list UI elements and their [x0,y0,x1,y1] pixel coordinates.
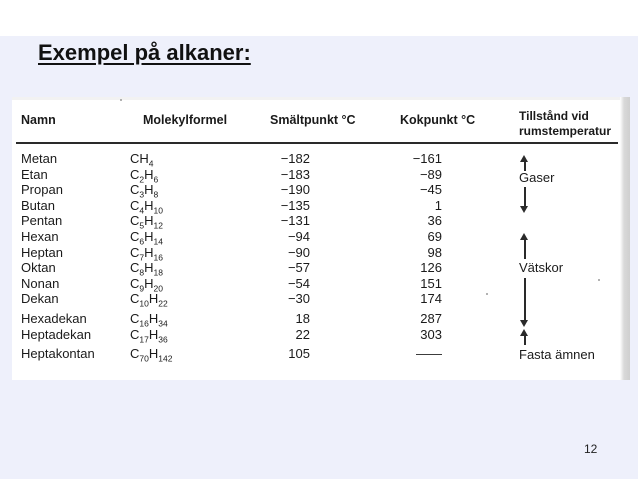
cell-name: Heptadekan [21,326,92,342]
arrow-down-head-icon [520,320,528,327]
scan-speck [120,99,122,101]
state-label-liquid: Vätskor [519,260,564,275]
cell-melting-point: −90 [287,244,310,260]
cell-melting-point: −57 [287,260,310,276]
formula-carbon: CH [130,151,149,166]
formula-carbon-count: 2 [139,174,145,185]
cell-boiling-point: −161 [412,151,442,166]
page-number: 12 [584,442,598,456]
formula-carbon: C [130,182,140,198]
formula-carbon-count: 4 [139,205,145,216]
cell-melting-point: −135 [280,197,310,213]
formula-carbon-count: 10 [139,298,149,309]
formula-hydrogen-count: 22 [158,298,168,309]
liquid-arrow-top-line [524,239,526,259]
solid-arrow-line [524,335,526,345]
header-melting-point: Smältpunkt °C [270,113,356,127]
liquid-arrow-bottom-line [524,278,526,320]
state-label-gas: Gaser [519,170,555,185]
header-state-line1: Tillstånd vid [519,109,589,123]
cell-boiling-point: 174 [420,291,442,307]
formula-hydrogen-count: 34 [158,318,168,329]
cell-name: Dekan [21,291,59,307]
formula-carbon-count: 7 [139,252,145,263]
gas-arrow-bottom-line [524,187,526,206]
formula-hydrogen-count: 6 [153,174,159,185]
header-boiling-point: Kokpunkt °C [400,113,476,127]
formula-carbon: C [130,310,140,326]
formula-hydrogen: H [148,310,159,326]
formula-carbon: C [130,275,140,291]
cell-name: Hexadekan [21,310,87,326]
formula-carbon-count: 5 [139,220,145,231]
scan-top-edge [12,97,630,100]
formula-hydrogen-count: 8 [153,189,159,200]
cell-melting-point: −182 [280,151,310,166]
formula-hydrogen: H [148,346,159,362]
cell-name: Oktan [21,260,56,276]
formula-hydrogen-count: 142 [158,353,173,364]
cell-boiling-point: —— [416,346,442,362]
scanned-table [12,97,630,380]
formula-hydrogen: H [144,244,154,260]
formula-hydrogen-count: 4 [148,158,154,169]
state-label-solid: Fasta ämnen [519,347,595,362]
formula-carbon: C [130,166,140,182]
cell-boiling-point: 36 [427,213,442,229]
formula-carbon: C [130,213,140,229]
formula-carbon: C [130,228,140,244]
cell-boiling-point: 287 [420,310,442,326]
cell-boiling-point: −45 [419,182,442,198]
header-divider [16,142,618,144]
cell-boiling-point: 98 [427,244,442,260]
cell-melting-point: −54 [287,275,310,291]
table-row [12,276,612,292]
formula-carbon: C [130,260,140,276]
table-row [12,291,612,307]
formula-carbon-count: 8 [139,267,145,278]
formula-carbon-count: 9 [139,283,145,294]
cell-melting-point: −94 [287,228,310,244]
cell-boiling-point: 151 [420,275,442,291]
cell-formula [130,346,172,367]
cell-name: Propan [21,182,63,198]
table-row [12,245,612,261]
formula-carbon-count: 3 [139,189,145,200]
formula-hydrogen: H [144,197,154,213]
formula-carbon-count: 6 [139,236,145,247]
formula-hydrogen: H [144,182,154,198]
cell-melting-point: −30 [287,291,310,307]
cell-boiling-point: 126 [420,260,442,276]
header-formula: Molekylformel [143,113,228,127]
cell-melting-point: 105 [288,346,310,362]
formula-hydrogen-count: 10 [153,205,163,216]
cell-boiling-point: 303 [420,326,442,342]
formula-hydrogen: H [144,213,154,229]
arrow-down-head-icon [520,206,528,213]
formula-hydrogen-count: 18 [153,267,163,278]
cell-melting-point: 18 [295,310,310,326]
formula-hydrogen: H [148,291,159,307]
cell-formula [130,327,168,348]
header-name: Namn [21,113,56,127]
cell-melting-point: −131 [280,213,310,229]
cell-name: Pentan [21,213,63,229]
formula-hydrogen: H [144,275,154,291]
cell-boiling-point: 1 [434,197,442,213]
formula-carbon: C [130,326,140,342]
cell-formula [130,291,168,312]
formula-hydrogen-count: 36 [158,334,168,345]
formula-hydrogen: H [144,166,154,182]
cell-boiling-point: −89 [419,166,442,182]
formula-carbon-count: 17 [139,334,149,345]
cell-melting-point: −190 [280,182,310,198]
formula-hydrogen-count: 12 [153,220,163,231]
formula-hydrogen-count: 16 [153,252,163,263]
cell-melting-point: 22 [295,326,310,342]
slide-title: Exempel på alkaner: [38,40,251,65]
formula-carbon: C [130,346,140,362]
formula-hydrogen: H [148,326,159,342]
formula-carbon-count: 16 [139,318,149,329]
scan-right-edge [620,97,630,380]
cell-name: Metan [21,151,58,166]
formula-carbon: C [130,244,140,260]
formula-carbon: C [130,291,140,307]
formula-hydrogen-count: 20 [153,283,163,294]
cell-name: Heptakontan [21,346,95,362]
cell-melting-point: −183 [280,166,310,182]
cell-name: Hexan [21,228,59,244]
cell-name: Heptan [21,244,63,260]
cell-name: Etan [21,166,48,182]
formula-hydrogen: H [144,260,154,276]
cell-name: Butan [21,197,55,213]
table-row [12,213,612,229]
formula-carbon: C [130,197,140,213]
formula-carbon-count: 70 [139,353,149,364]
formula-hydrogen-count: 14 [153,236,163,247]
header-state [519,109,611,139]
cell-boiling-point: 69 [427,228,442,244]
header-state-line2: rumstemperatur [519,124,612,138]
formula-hydrogen: H [144,228,154,244]
cell-name: Nonan [21,275,60,291]
